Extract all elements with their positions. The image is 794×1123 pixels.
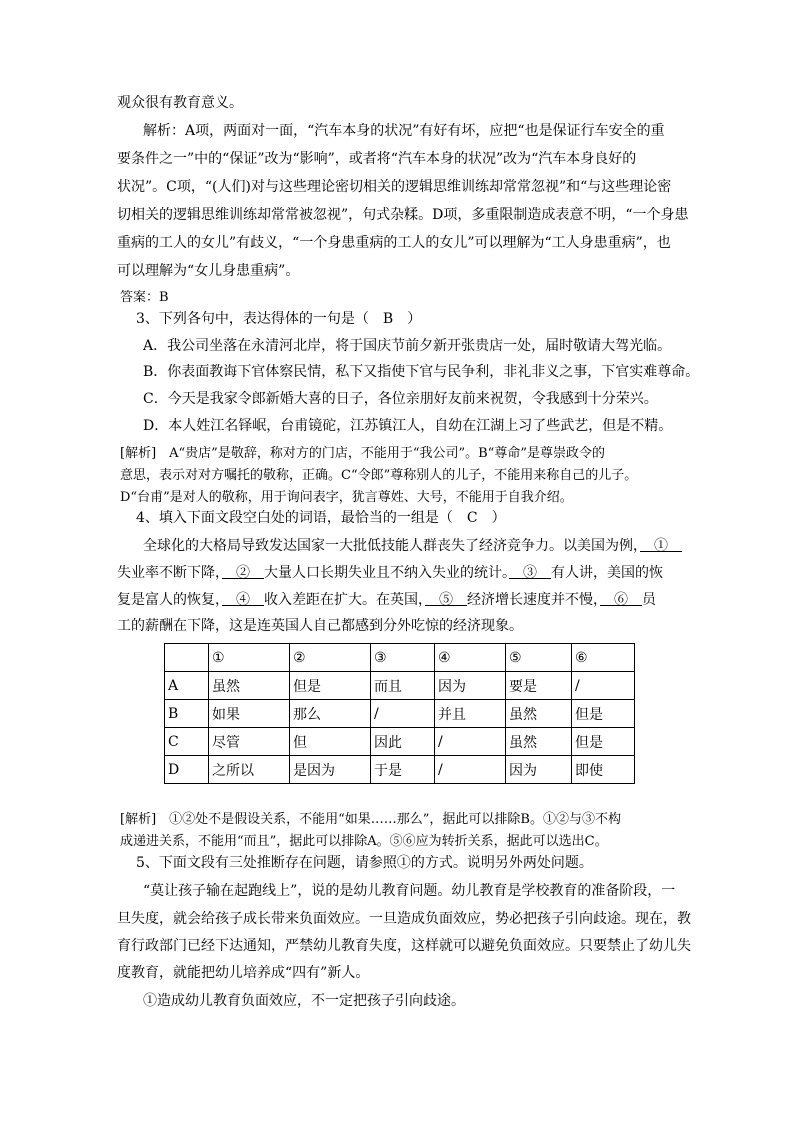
option-c: C．今天是我家令郎新婚大喜的日子，各位亲朋好友前来祝贺，令我感到十分荣兴。 [143,391,658,407]
table-cell: 虽然 [209,672,290,700]
table-cell: D [165,756,209,784]
passage-text: 经济增长速度并不慢， [467,592,600,608]
table-cell: ⑥ [572,644,635,672]
text-line: 观众很有教育意义。 [117,95,243,111]
analysis-line: [解析] A“贵店”是敬辞，称对方的门店，不能用于“我公司”。B“尊命”是尊崇政令的 [120,446,605,461]
passage-line: 度教育，就能把幼儿培养成“四有”新人。 [117,965,370,981]
table-cell: 于是 [371,756,435,784]
table-cell: 因为 [506,756,572,784]
option-d: D．本人姓江名铎岷，台甫镜砣，江苏镇江人，自幼在江湖上习了些武艺，但是不精。 [143,418,673,434]
table-cell: 之所以 [209,756,290,784]
table-cell: / [572,672,635,700]
table-cell: 并且 [435,700,506,728]
passage-text: 有人讲，美国的恢 [551,565,663,581]
analysis-line: 要条件之一”中的“保证”改为“影响”，或者将“汽车本身的状况”改为“汽车本身良好的 [117,151,637,167]
table-cell: ③ [371,644,435,672]
table-cell: ⑤ [506,644,572,672]
table-cell: 因此 [371,728,435,756]
blank-4: ④ [222,592,264,608]
table-cell: 虽然 [506,700,572,728]
blank-5: ⑤ [425,592,467,608]
table-row [165,728,635,756]
table-cell: ① [209,644,290,672]
table-cell: 如果 [209,700,290,728]
passage-line: “莫让孩子输在起跑线上”，说的是幼儿教育问题。幼儿教育是学校教育的准备阶段，一 [143,883,676,899]
analysis-line: 状况”。C项，“(人们)对与这些理论密切相关的逻辑思维训练却常常忽视”和“与这些理论密 [117,179,672,195]
blank-1: ① [640,538,682,554]
passage-text: 员 [642,592,656,608]
blank-2: ② [222,565,264,581]
answer-line: ①造成幼儿教育负面效应，不一定把孩子引向歧途。 [143,993,465,1009]
passage-text: 复是富人的恢复， [117,592,222,608]
table-row [165,672,635,700]
table-cell: 但 [290,728,371,756]
table-cell: 是因为 [290,756,371,784]
analysis-line: 重病的工人的女儿”有歧义，“一个身患重病的工人的女儿”可以理解为“工人身患重病”，也 [117,235,671,251]
passage-line: 旦失度，就会给孩子成长带来负面效应。一旦造成负面效应，势必把孩子引向歧途。现在，教 [117,911,691,927]
table-cell [165,644,209,672]
passage-text: 失业率不断下降， [117,565,222,581]
table-cell: / [435,756,506,784]
table-cell: 要是 [506,672,572,700]
question-3-stem: 3、下列各句中，表达得体的一句是（ B ） [136,311,422,327]
analysis-line: [解析] ①②处不是假设关系，不能用“如果……那么”，据此可以排除B。①②与③不构 [120,812,621,827]
passage-line [117,560,687,586]
table-cell: 虽然 [506,728,572,756]
table-row [165,756,635,784]
table-cell: 尽管 [209,728,290,756]
table-cell: C [165,728,209,756]
analysis-line: 切相关的逻辑思维训练却常常被忽视”，句式杂糅。D项，多重限制造成表意不明，“一个身患 [117,207,689,223]
analysis-line: D“台甫”是对人的敬称，用于询问表字，犹言尊姓、大号，不能用于自我介绍。 [120,490,573,505]
analysis-line: 成递进关系，不能用“而且”，据此可以排除A。⑤⑥应为转折关系，据此可以选出C。 [120,834,608,849]
option-b: B．你表面教诲下官体察民情，私下又指使下官与民争利，非礼非义之事，下官实难尊命。 [143,364,700,380]
table-cell: 即使 [572,756,635,784]
blank-3: ③ [509,565,551,581]
question-5-stem: 5、下面文段有三处推断存在问题，请参照①的方式。说明另外两处问题。 [136,855,593,871]
table-cell: B [165,700,209,728]
table-cell: ④ [435,644,506,672]
passage-text: 收入差距在扩大。在英国， [264,592,425,608]
table-cell: 而且 [371,672,435,700]
passage-text: 全球化的大格局导致发达国家一大批低技能人群丧失了经济竞争力。以美国为例， [143,538,640,554]
table-cell: 但是 [572,728,635,756]
table-cell: / [371,700,435,728]
answer-line: 答案：B [120,290,169,305]
analysis-line: 意思，表示对对方嘱托的敬称，正确。C“令郎”尊称别人的儿子，不能用来称自己的儿子。 [120,468,638,483]
question-4-stem: 4、填入下面文段空白处的词语，最恰当的一组是（ C ） [136,510,506,526]
blank-6: ⑥ [600,592,642,608]
table-cell: 但是 [290,672,371,700]
passage-line: 育行政部门已经下达通知，严禁幼儿教育失度，这样就可以避免负面效应。只要禁止了幼儿失 [117,938,691,954]
passage-line [117,587,687,613]
analysis-line: 可以理解为“女儿身患重病”。 [117,263,300,279]
table-cell: 因为 [435,672,506,700]
table-cell: / [435,728,506,756]
table-row [165,700,635,728]
passage-text: 大量人口长期失业且不纳入失业的统计。 [264,565,509,581]
table-cell: 但是 [572,700,635,728]
option-a: A．我公司坐落在永清河北岸，将于国庆节前夕新开张贵店一处，届时敬请大驾光临。 [143,338,672,354]
passage-line: 工的薪酬在下降，这是连英国人自己都感到分外吃惊的经济现象。 [117,618,523,634]
analysis-line: 解析：A项，两面对一面，“汽车本身的状况”有好有坏，应把“也是保证行车安全的重 [143,123,665,139]
passage-line [143,533,713,559]
table-cell: ② [290,644,371,672]
table-cell: A [165,672,209,700]
options-table [164,643,635,784]
table-cell: 那么 [290,700,371,728]
table-header-row [165,644,635,672]
